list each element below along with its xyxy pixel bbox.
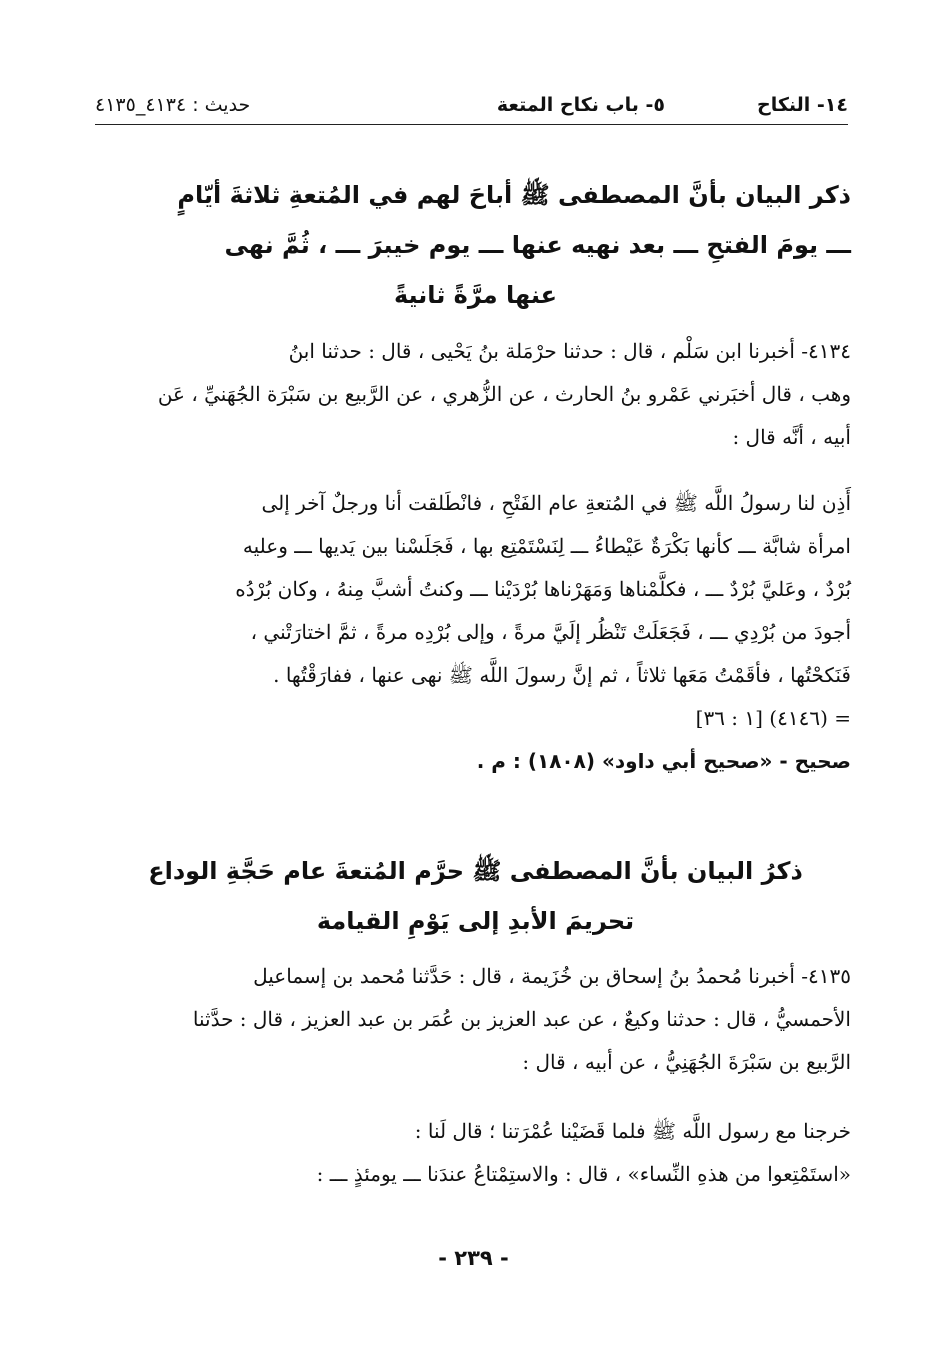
hadith-4135-matn: [100, 1110, 851, 1196]
text-line: «استَمْتِعوا من هذهِ النِّساء» ، قال : والاستِمْتاعُ عندَنا ـــ يومئذٍ ـــ :: [316, 1162, 851, 1186]
heading-line: تحريمَ الأبدِ إلى يَوْمِ القيامة: [316, 907, 635, 935]
running-header: [95, 84, 848, 125]
text-line: خرجنا مع رسول اللَّه ﷺ فلما قَضَيْنا عُمْرَتنا ؛ قال لَنا :: [414, 1119, 851, 1143]
text-line: أَذِن لنا رسولُ اللَّه ﷺ في المُتعةِ عام الفَتْحِ ، فانْطَلقت أنا ورجلٌ آخر إلى: [261, 491, 851, 515]
heading-line: ذكر البيان بأنَّ المصطفى ﷺ أباحَ لهم في المُتعةِ ثلاثةَ أيّامٍ: [177, 181, 851, 209]
heading-line: ـــ يومَ الفتحِ ـــ بعد نهيه عنها ـــ يوم خيبرَ ـــ ، ثُمَّ نهى: [224, 231, 851, 259]
hadith-4134-isnad: [100, 330, 851, 459]
hadith-range: حديث : ٤١٣٤_٤١٣٥: [95, 94, 251, 116]
section-title: ٥- باب نكاح المتعة: [496, 94, 665, 116]
hadith-4135-isnad: [100, 955, 851, 1084]
chapter-title: ١٤- النكاح: [757, 94, 848, 116]
heading-line: ذكرُ البيان بأنَّ المصطفى ﷺ حرَّم المُتعةَ عام حَجَّةِ الوداع: [148, 857, 803, 885]
text-line: أبيه ، أنَّه قال :: [732, 425, 851, 449]
text-line: بُرْدٌ ، وعَليَّ بُرْدٌ ـــ ، فكلَّمْناها وَمَهَرْناها بُرْدَيْنا ـــ وكنتُ أشبَّ مِنهُ ، وكان بُرْدُه: [235, 577, 851, 601]
hadith-grading: صحيح - «صحيح أبي داود» (١٨٠٨) : م .: [476, 749, 851, 773]
section-heading-2: [100, 846, 851, 946]
text-line: ٤١٣٥- أخبرنا مُحمدُ بنُ إسحاق بن خُزَيمة ، قال : حَدَّثنا مُحمد بن إسماعيل: [253, 964, 851, 988]
text-line: وهب ، قال أخبَرني عَمْرو بنُ الحارث ، عن الزُّهري ، عن الرَّبيع بن سَبْرَة الجُهَنيِّ ، عَن: [157, 382, 851, 406]
text-line: ٤١٣٤- أخبرنا ابن سَلْم ، قال : حدثنا حرْمَلة بنُ يَحْيى ، قال : حدثنا ابنُ: [288, 339, 851, 363]
hadith-4134-matn: [100, 482, 851, 783]
text-line: امرأة شابَّة ـــ كأنها بَكْرَةٌ عَيْطاءُ ـــ لِنَسْتَمْتِع بها ، فَجَلَسْنا بين يَديها ـــ وعليه: [242, 534, 851, 558]
page-number: - ٢٣٩ -: [438, 1246, 509, 1270]
text-line: فَنَكحْتُها ، فأقَمْتُ مَعَها ثلاثاً ، ثم إنَّ رسولَ اللَّه ﷺ نهى عنها ، ففارَقْتُها .: [273, 663, 851, 687]
text-line: الأحمسيُّ ، قال : حدثنا وكيعٌ ، عن عبد العزيز بن عُمَر بن عبد العزيز ، قال : حدَّثنا: [192, 1007, 851, 1031]
heading-line: عنها مرَّةً ثانيةً: [393, 281, 558, 309]
section-heading-1: [100, 170, 851, 320]
text-line: أجودَ من بُرْدِي ـــ ، فَجَعَلَتْ تَنْظُر إلَيَّ مرةً ، وإلى بُرْدِه مرةً ، ثمَّ اختارَتْني ،: [250, 620, 851, 644]
cross-reference: = (٤١٤٦) [١ : ٣٦]: [695, 706, 851, 730]
text-line: الرَّبيع بن سَبْرَةَ الجُهَنِيُّ ، عن أبيه ، قال :: [522, 1050, 851, 1074]
